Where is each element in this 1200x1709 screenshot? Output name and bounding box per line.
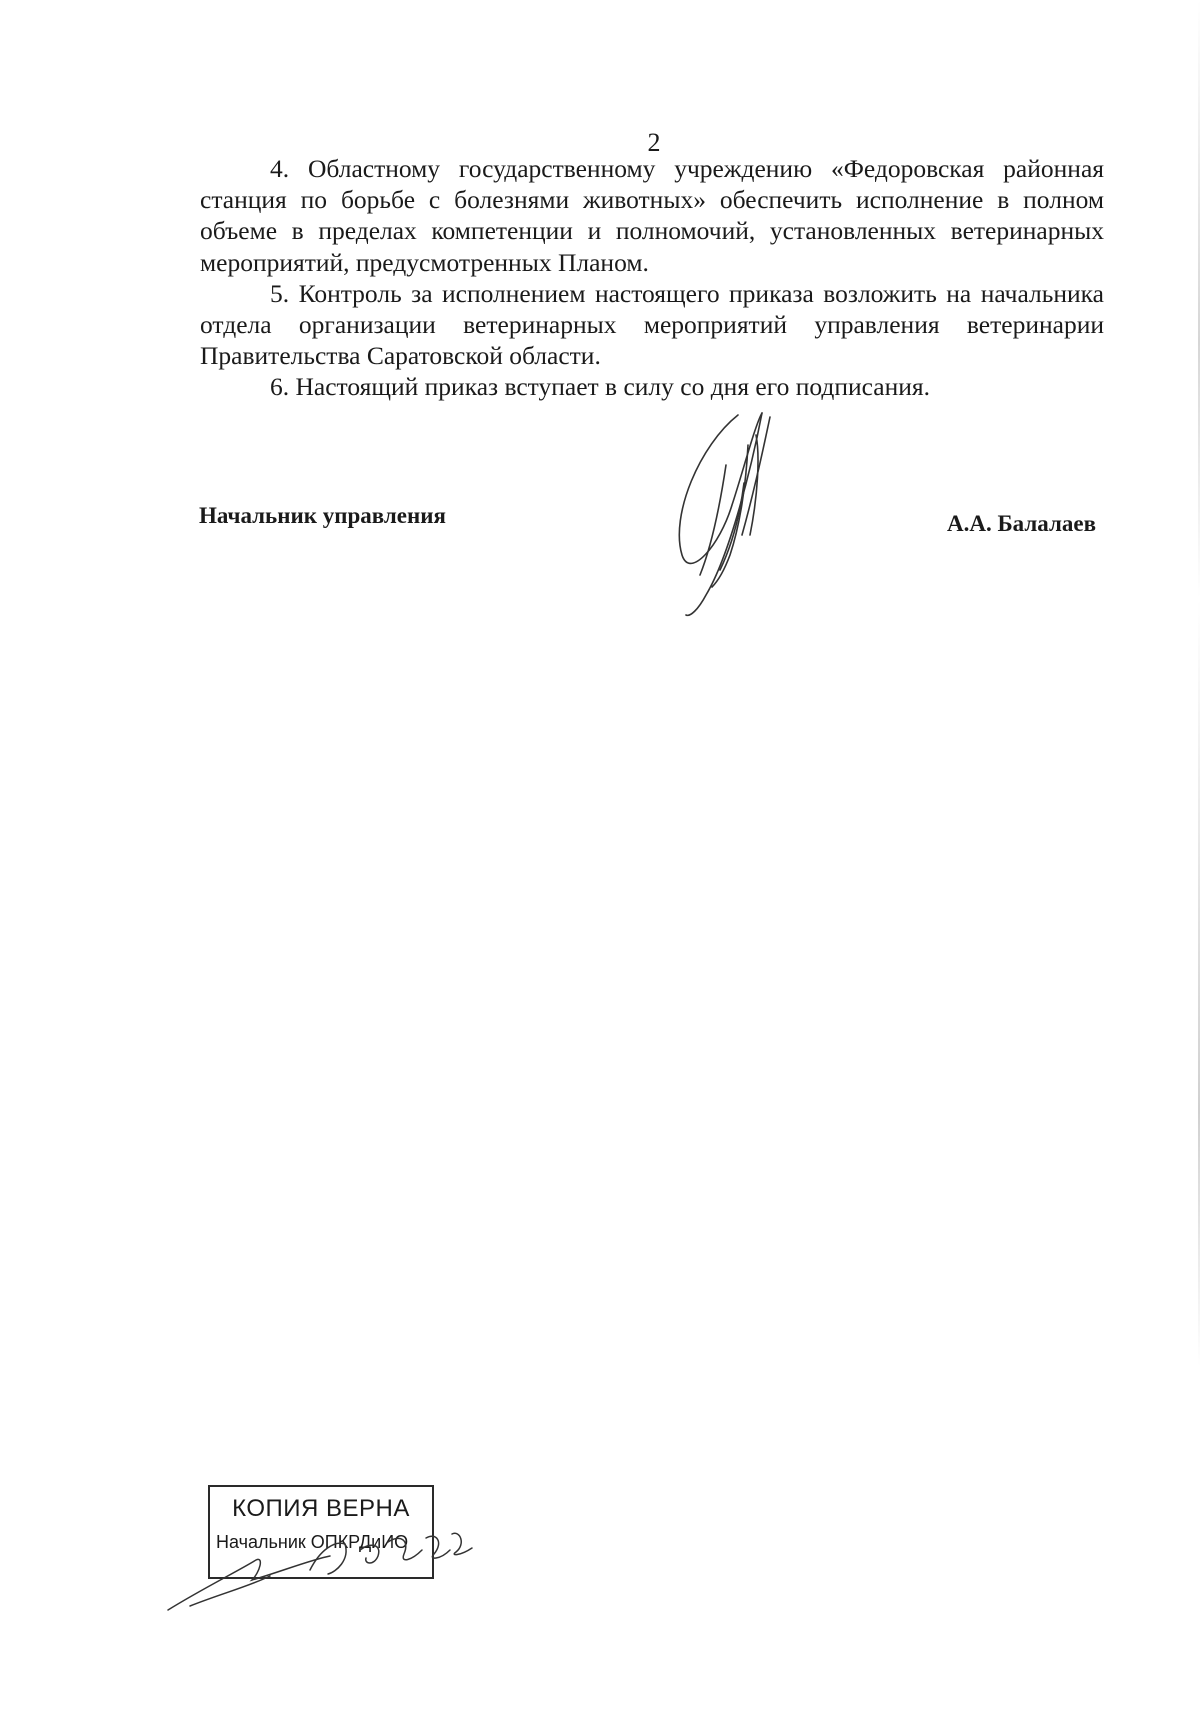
stamp-signature [160,1520,490,1620]
stamp-title: КОПИЯ ВЕРНА [232,1495,410,1522]
paragraph-6: 6. Настоящий приказ вступает в силу со дня его подписания. [270,372,930,402]
signatory-name: А.А. Балалаев [946,511,1096,536]
paragraph-5: 5. Контроль за исполнением настоящего приказа возложить на начальника отдела организации ветеринарных мероприятий управления ветеринарии Правительства Саратовской области. [200,278,1104,371]
handwritten-signature [660,405,820,625]
paragraph-4: 4. Областному государственному учреждению «Федоровская районная станция по борьбе с болезнями животных» обеспечить исполнение в полном объеме в пределах компетенции и полномочий, установленных ветеринарных мероприятий, предусмотренных Планом. [200,154,1104,277]
document-body [200,153,1104,403]
signatory-position: Начальник управления [199,503,446,528]
page-number: 2 [647,128,661,157]
stamp-subtitle: Начальник ОПКРДиИО [216,1532,409,1552]
